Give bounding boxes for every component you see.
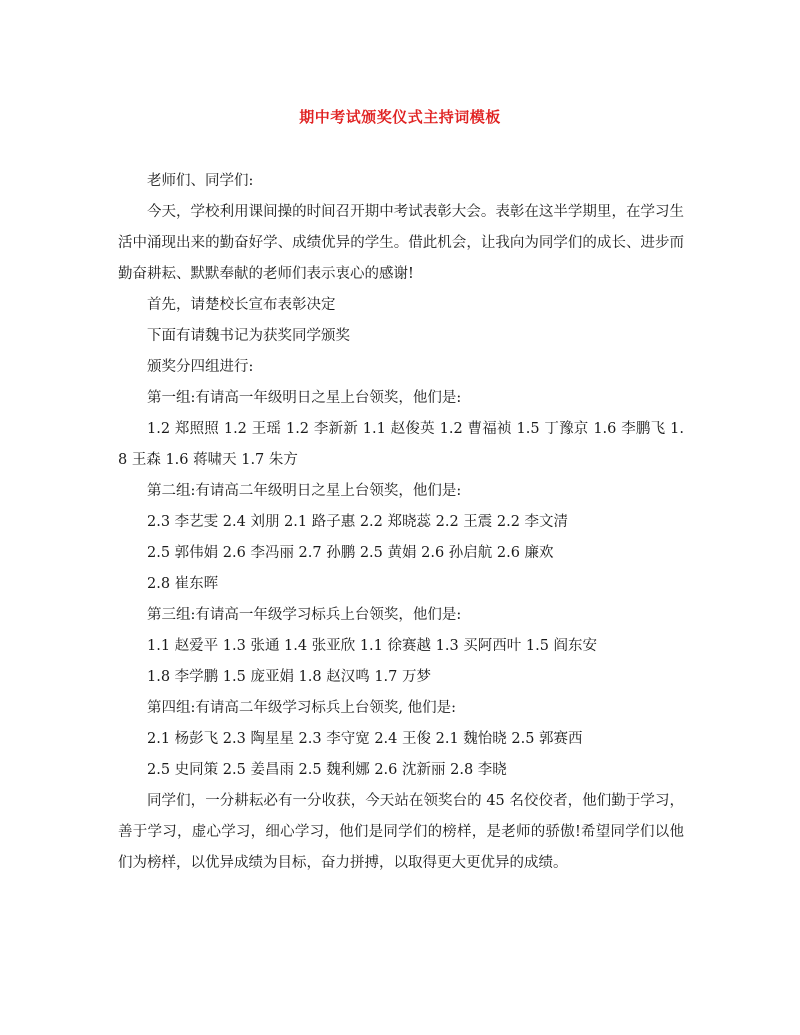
group4-names-line: 2.5 史同策 2.5 姜昌雨 2.5 魏利娜 2.6 沈新丽 2.8 李晓 (147, 762, 507, 778)
group2-names-line: 2.5 郭伟娟 2.6 李冯丽 2.7 孙鹏 2.5 黄娟 2.6 孙启航 2.6 廉欢 (147, 545, 554, 561)
group3-names-line: 1.8 李学鹏 1.5 庞亚娟 1.8 赵汉鸣 1.7 万梦 (147, 669, 432, 685)
document-body (118, 166, 684, 879)
next-announcement: 下面有请魏书记为获奖同学颁奖 (147, 328, 350, 344)
group4-title: 第四组:有请高二年级学习标兵上台领奖, 他们是: (147, 700, 456, 716)
group1-names: 1.2 郑照照 1.2 王瑶 1.2 李新新 1.1 赵俊英 1.2 曹福祯 1.5 丁豫京 1.6 李鹏飞 1.8 王森 1.6 蒋啸天 1.7 朱方 (118, 421, 684, 468)
greeting-line: 老师们、同学们: (147, 173, 254, 189)
group3-names-line: 1.1 赵爱平 1.3 张通 1.4 张亚欣 1.1 徐赛越 1.3 买阿西叶 1.5 阎东安 (147, 638, 598, 654)
group1-title: 第一组:有请高一年级明日之星上台领奖，他们是: (147, 390, 462, 406)
closing-paragraph: 同学们，一分耕耘必有一分收获，今天站在领奖台的 45 名佼佼者，他们勤于学习，善于学习，虚心学习，细心学习，他们是同学们的榜样，是老师的骄傲!希望同学们以他们为榜样，以优异成绩为目标，奋力拼搏，以取得更大更优异的成绩。 (118, 793, 684, 871)
groups-intro: 颁奖分四组进行: (147, 359, 254, 375)
group3-title: 第三组:有请高一年级学习标兵上台领奖，他们是: (147, 607, 462, 623)
first-announcement: 首先，请楚校长宣布表彰决定 (147, 297, 336, 313)
document-title: 期中考试颁奖仪式主持词模板 (299, 108, 501, 126)
intro-paragraph: 今天，学校利用课间操的时间召开期中考试表彰大会。表彰在这半学期里，在学习生活中涌现出来的勤奋好学、成绩优异的学生。借此机会，让我向为同学们的成长、进步而勤奋耕耘、默默奉献的老师们表示衷心的感谢! (118, 204, 684, 282)
group2-names-line: 2.3 李艺雯 2.4 刘朋 2.1 路子惠 2.2 郑晓蕊 2.2 王震 2.2 李文清 (147, 514, 569, 530)
group2-title: 第二组:有请高二年级明日之星上台领奖，他们是: (147, 483, 462, 499)
group2-names-line: 2.8 崔东晖 (147, 576, 219, 592)
group4-names-line: 2.1 杨彭飞 2.3 陶星星 2.3 李守宽 2.4 王俊 2.1 魏怡晓 2.5 郭赛西 (147, 731, 583, 747)
